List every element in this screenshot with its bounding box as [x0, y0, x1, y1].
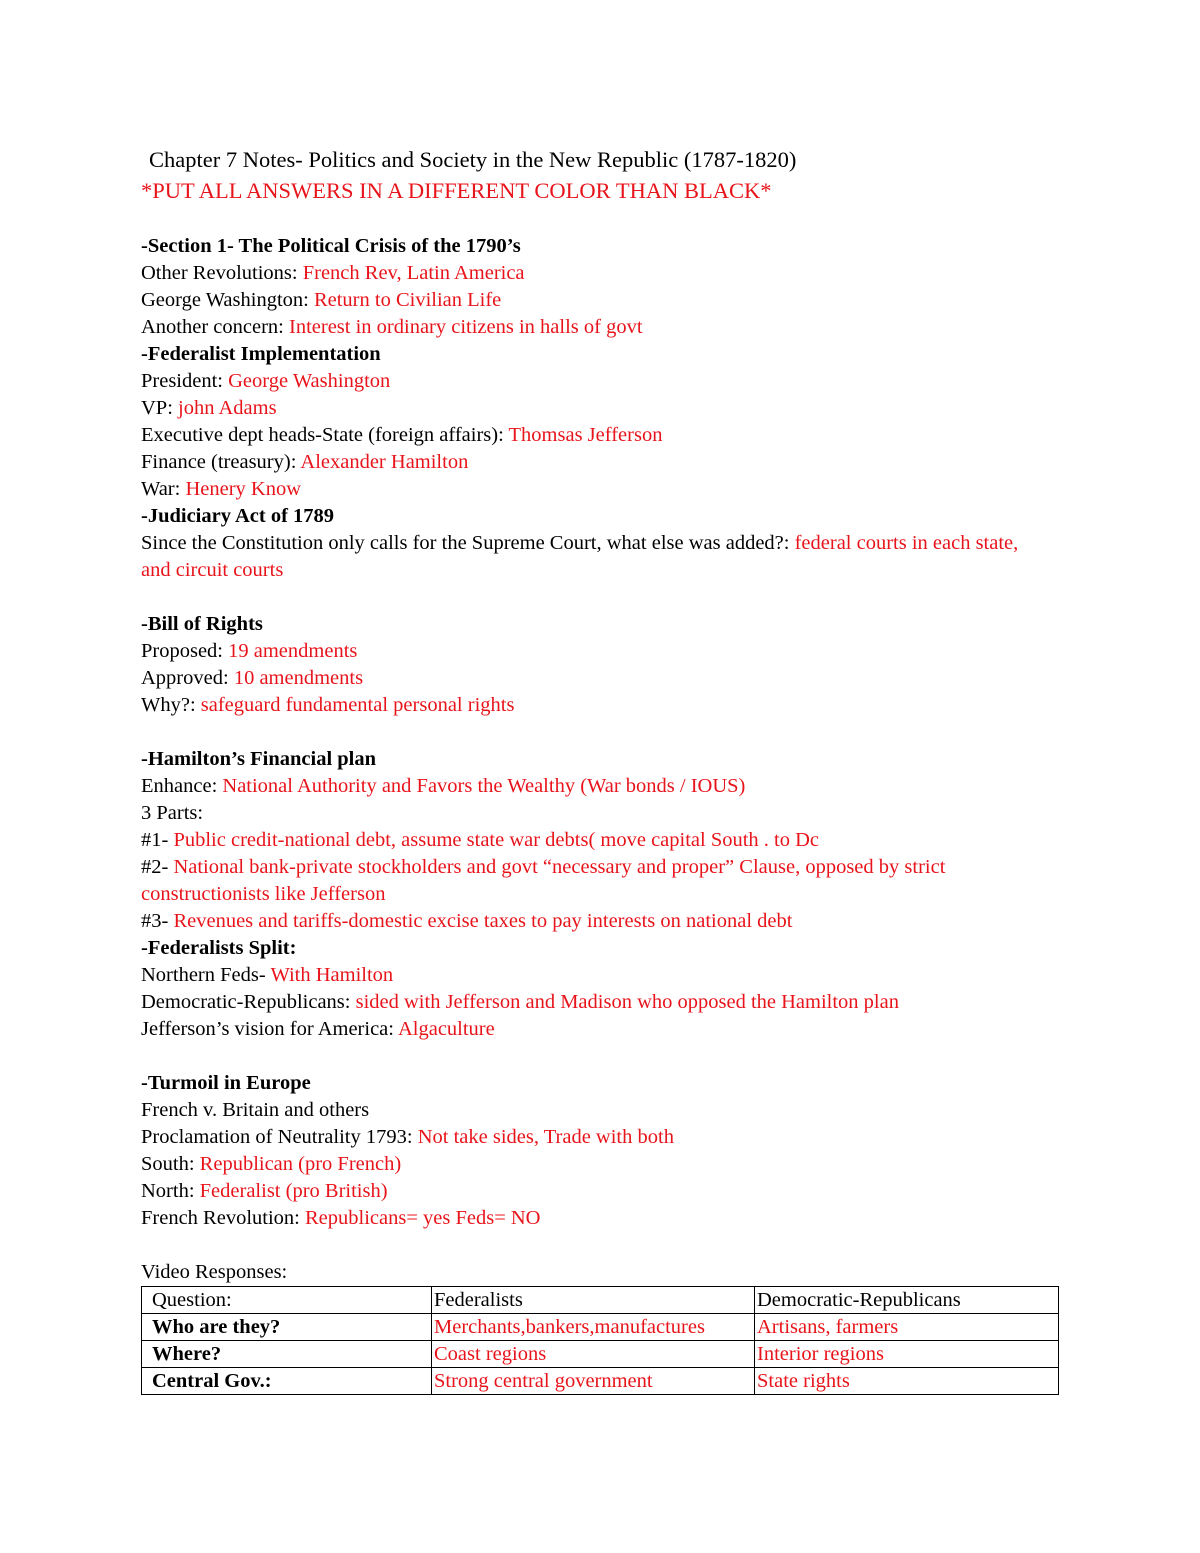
table-answer-cell: Artisans, farmers: [755, 1314, 1059, 1341]
bill-of-rights-item: Proposed: 19 amendments: [141, 640, 358, 662]
table-question-cell: Who are they?: [142, 1314, 432, 1341]
hamilton-part: #2- National bank-private stockholders and govt “necessary and proper” Clause, opposed by strict constructionists like Jefferson: [141, 856, 946, 905]
section1-heading: -Section 1- The Political Crisis of the 1790’s: [141, 235, 521, 257]
federalist-impl-item: VP: john Adams: [141, 397, 277, 419]
section1-item: Other Revolutions: French Rev, Latin America: [141, 262, 525, 284]
table-row: [142, 1341, 1059, 1368]
split-item: Jefferson’s vision for America: Algaculture: [141, 1018, 495, 1040]
page-title: Chapter 7 Notes- Politics and Society in the New Republic (1787-1820): [149, 147, 797, 172]
bill-of-rights-item: Why?: safeguard fundamental personal rights: [141, 694, 515, 716]
video-responses-label: Video Responses:: [141, 1261, 288, 1283]
table-header-row: [142, 1287, 1059, 1314]
federalist-impl-item: War: Henery Know: [141, 478, 302, 500]
table-answer-cell: State rights: [755, 1368, 1059, 1395]
table-header-cell: Democratic-Republicans: [755, 1287, 1059, 1314]
table-header-cell: Question:: [142, 1287, 432, 1314]
federalists-split-heading: -Federalists Split:: [141, 937, 297, 959]
table-answer-cell: Coast regions: [432, 1341, 755, 1368]
instruction-banner: *PUT ALL ANSWERS IN A DIFFERENT COLOR THAN BLACK*: [141, 178, 772, 203]
hamilton-part: #1- Public credit-national debt, assume state war debts( move capital South . to Dc: [141, 829, 820, 851]
table-header-cell: Federalists: [432, 1287, 755, 1314]
bill-of-rights-item: Approved: 10 amendments: [141, 667, 364, 689]
section1-item: Another concern: Interest in ordinary citizens in halls of govt: [141, 316, 643, 338]
table-question-cell: Central Gov.:: [142, 1368, 432, 1395]
europe-item: North: Federalist (pro British): [141, 1180, 388, 1202]
split-item: Democratic-Republicans: sided with Jefferson and Madison who opposed the Hamilton plan: [141, 991, 899, 1013]
table-answer-cell: Merchants,bankers,manufactures: [432, 1314, 755, 1341]
video-responses-table: [141, 1286, 1059, 1395]
judiciary-heading: -Judiciary Act of 1789: [141, 505, 335, 527]
federalist-impl-item: Executive dept heads-State (foreign affairs): Thomsas Jefferson: [141, 424, 663, 446]
table-answer-cell: Strong central government: [432, 1368, 755, 1395]
federalist-impl-item: Finance (treasury): Alexander Hamilton: [141, 451, 469, 473]
table-row: [142, 1368, 1059, 1395]
judiciary-question: Since the Constitution only calls for the Supreme Court, what else was added?: federal courts in each state, and circuit courts: [141, 532, 1019, 581]
hamilton-part: #3- Revenues and tariffs-domestic excise taxes to pay interests on national debt: [141, 910, 793, 932]
federalist-impl-heading: -Federalist Implementation: [141, 343, 381, 365]
europe-line: French v. Britain and others: [141, 1099, 370, 1121]
table-answer-cell: Interior regions: [755, 1341, 1059, 1368]
federalist-impl-item: President: George Washington: [141, 370, 391, 392]
europe-item: French Revolution: Republicans= yes Feds= NO: [141, 1207, 541, 1229]
table-row: [142, 1314, 1059, 1341]
section1-item: George Washington: Return to Civilian Life: [141, 289, 502, 311]
hamilton-enhance: Enhance: National Authority and Favors the Wealthy (War bonds / IOUS): [141, 775, 746, 797]
bill-of-rights-heading: -Bill of Rights: [141, 613, 263, 635]
notes-content: [141, 144, 1071, 1395]
europe-item: South: Republican (pro French): [141, 1153, 402, 1175]
europe-heading: -Turmoil in Europe: [141, 1072, 311, 1094]
europe-item: Proclamation of Neutrality 1793: Not take sides, Trade with both: [141, 1126, 674, 1148]
hamilton-parts-label: 3 Parts:: [141, 802, 204, 824]
table-question-cell: Where?: [142, 1341, 432, 1368]
split-item: Northern Feds- With Hamilton: [141, 964, 394, 986]
hamilton-heading: -Hamilton’s Financial plan: [141, 748, 377, 770]
